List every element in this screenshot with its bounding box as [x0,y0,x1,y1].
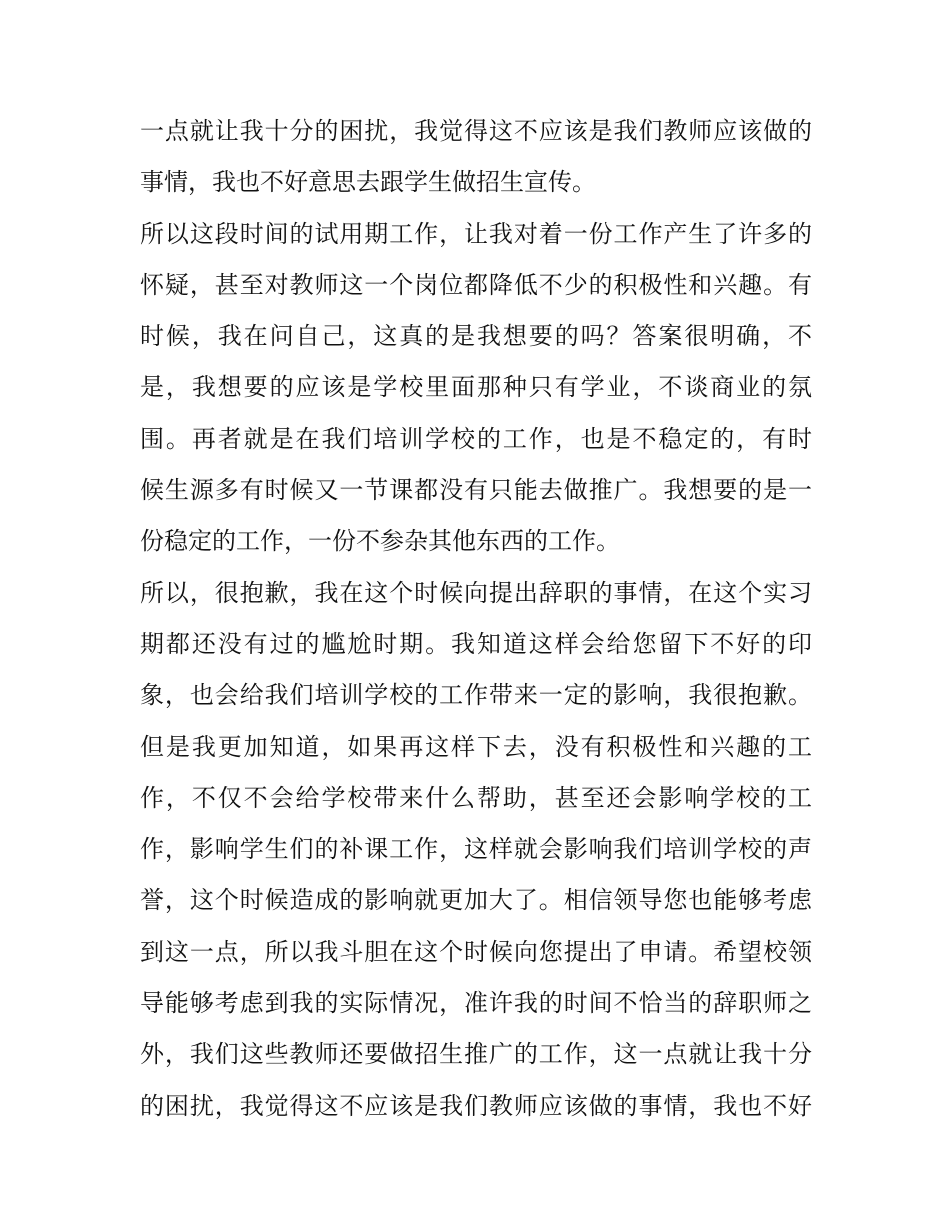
text-line-2: 事情，我也不好意思去跟学生做招生宣传。 [140,168,596,197]
document-body [140,106,812,1132]
text-line-18: 导能够考虑到我的实际情况，准许我的时间不恰当的辞职师之 [140,989,812,1018]
text-line-15: 作，影响学生们的补课工作，这样就会影响我们培训学校的声 [140,835,812,864]
text-line-20: 的困扰，我觉得这不应该是我们教师应该做的事情，我也不好 [140,1091,812,1120]
text-line-9: 份稳定的工作，一份不参杂其他东西的工作。 [140,527,620,556]
text-line-19: 外，我们这些教师还要做招生推广的工作，这一点就让我十分 [140,1040,812,1069]
text-line-12: 象，也会给我们培训学校的工作带来一定的影响，我很抱歉。 [140,681,812,710]
text-line-13: 但是我更加知道，如果再这样下去，没有积极性和兴趣的工 [140,732,812,761]
text-line-5: 时候，我在问自己，这真的是我想要的吗？答案很明确，不 [140,322,812,351]
text-line-17: 到这一点，所以我斗胆在这个时候向您提出了申请。希望校领 [140,937,812,966]
text-line-10: 所以，很抱歉，我在这个时候向提出辞职的事情，在这个实习 [140,578,812,607]
text-line-16: 誉，这个时候造成的影响就更加大了。相信领导您也能够考虑 [140,886,812,915]
text-line-14: 作，不仅不会给学校带来什么帮助，甚至还会影响学校的工 [140,783,812,812]
text-line-3: 所以这段时间的试用期工作，让我对着一份工作产生了许多的 [140,219,812,248]
text-line-7: 围。再者就是在我们培训学校的工作，也是不稳定的，有时 [140,424,812,453]
text-line-1: 一点就让我十分的困扰，我觉得这不应该是我们教师应该做的 [140,117,812,145]
text-line-4: 怀疑，甚至对教师这一个岗位都降低不少的积极性和兴趣。有 [140,270,812,299]
text-line-11: 期都还没有过的尴尬时期。我知道这样会给您留下不好的印 [140,629,812,658]
text-line-8: 候生源多有时候又一节课都没有只能去做推广。我想要的是一 [140,476,812,505]
text-line-6: 是，我想要的应该是学校里面那种只有学业，不谈商业的氛 [140,373,812,402]
